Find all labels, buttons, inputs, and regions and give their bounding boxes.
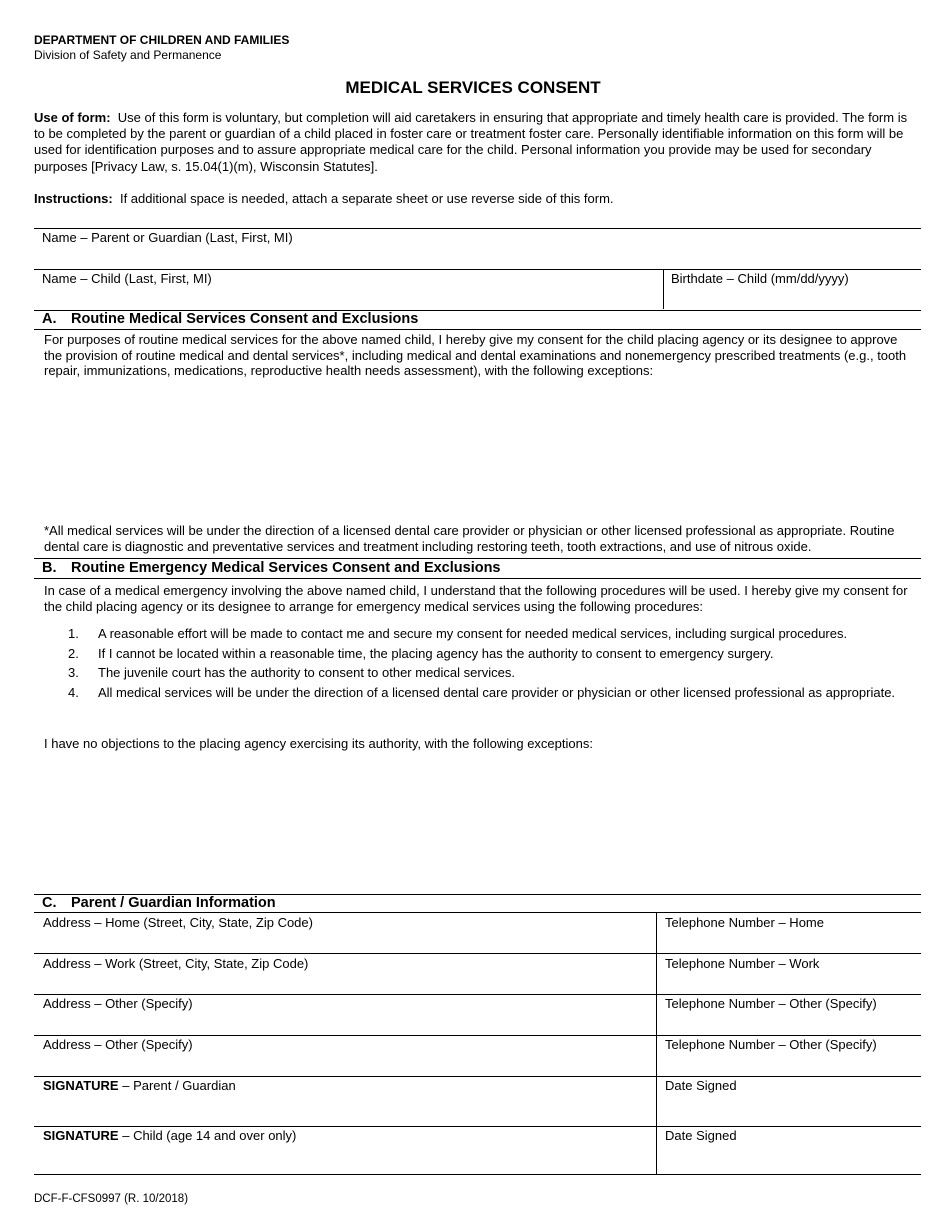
signature-child-label-rest: – Child (age 14 and over only) (118, 1128, 297, 1143)
list-item (44, 646, 904, 662)
divider (34, 228, 921, 229)
telephone-other-field[interactable] (657, 1053, 920, 1074)
list-item-text: If I cannot be located within a reasonable time, the placing agency has the authority to consent to emergency surgery. (98, 645, 774, 661)
date-signed-parent-field[interactable] (657, 1094, 920, 1125)
date-signed-child-field[interactable] (657, 1144, 920, 1173)
use-of-form-paragraph (34, 110, 914, 175)
list-item-number: 4. (68, 684, 79, 700)
address-work-field[interactable] (34, 972, 655, 993)
signature-parent-label-rest: – Parent / Guardian (118, 1078, 236, 1093)
list-item (44, 626, 904, 642)
use-of-form-label: Use of form: (34, 110, 111, 125)
date-signed-child-label: Date Signed (665, 1128, 737, 1143)
divider (34, 994, 921, 995)
telephone-other-field[interactable] (657, 1012, 920, 1033)
telephone-work-field[interactable] (657, 972, 920, 993)
section-b-heading (42, 560, 501, 576)
address-other-field[interactable] (34, 1012, 655, 1033)
list-item-number: 3. (68, 665, 79, 681)
instructions-text: If additional space is needed, attach a separate sheet or use reverse side of this form. (119, 191, 614, 206)
signature-child-label-bold: SIGNATURE (43, 1128, 119, 1143)
procedures-list (44, 626, 904, 704)
section-a-footnote: *All medical services will be under the direction of a licensed dental care provider or physician or other licensed professional as appropriate. Routine dental care is diagnostic and preventative services and treatment including restoring teeth, tooth extractions, and use of nitrous oxide. (44, 523, 895, 554)
division-name: Division of Safety and Permanence (34, 48, 222, 62)
divider (34, 329, 921, 330)
instructions-label: Instructions: (34, 191, 113, 206)
section-b-letter: B. (42, 560, 57, 576)
section-a-text: For purposes of routine medical services for the above named child, I hereby give my consent for the child placing agency or its designee to approve the provision of routine medical and dental services*, including medical and dental examinations and nonemergency prescribed treatments (e.g., tooth repair, immunizations, medications, reproductive health needs assessment), with the following exceptions: (44, 332, 907, 379)
divider (34, 912, 921, 913)
signature-child-field[interactable] (34, 1144, 655, 1173)
address-home-label: Address – Home (Street, City, State, Zip Code) (43, 915, 313, 930)
form-number: DCF-F-CFS0997 (R. 10/2018) (34, 1193, 189, 1205)
list-item-text: All medical services will be under the direction of a licensed dental care provider or physician or other licensed professional as appropriate. (98, 684, 896, 700)
address-other-label: Address – Other (Specify) (43, 1037, 193, 1052)
telephone-home-field[interactable] (657, 931, 920, 952)
address-home-field[interactable] (34, 931, 655, 952)
divider (34, 269, 921, 270)
section-c-heading (42, 895, 276, 911)
child-birthdate-label: Birthdate – Child (mm/dd/yyyy) (671, 271, 849, 286)
list-item (44, 685, 904, 701)
parent-name-label: Name – Parent or Guardian (Last, First, MI) (42, 230, 293, 245)
list-item-number: 2. (68, 645, 79, 661)
section-c-title: Parent / Guardian Information (71, 895, 276, 911)
section-a-exceptions-field[interactable] (34, 384, 921, 518)
signature-parent-field[interactable] (34, 1094, 655, 1125)
divider (34, 953, 921, 954)
date-signed-parent-label: Date Signed (665, 1078, 737, 1093)
section-a-letter: A. (42, 311, 57, 327)
divider (34, 1076, 921, 1077)
telephone-work-label: Telephone Number – Work (665, 956, 820, 971)
child-name-field[interactable] (34, 288, 662, 308)
instructions-paragraph (34, 191, 914, 207)
divider (34, 558, 921, 559)
section-a-title: Routine Medical Services Consent and Exclusions (71, 311, 419, 327)
child-birthdate-field[interactable] (664, 288, 920, 308)
form-title: MEDICAL SERVICES CONSENT (345, 78, 601, 97)
divider (34, 1126, 921, 1127)
telephone-other-label: Telephone Number – Other (Specify) (665, 1037, 877, 1052)
signature-parent-label (43, 1078, 236, 1094)
address-other-field[interactable] (34, 1053, 655, 1074)
section-b-exceptions-field[interactable] (34, 754, 921, 892)
section-b-closing: I have no objections to the placing agency exercising its authority, with the following exceptions: (44, 736, 593, 751)
divider (34, 1174, 921, 1175)
child-name-label: Name – Child (Last, First, MI) (42, 271, 212, 286)
parent-name-field[interactable] (34, 246, 921, 268)
telephone-other-label: Telephone Number – Other (Specify) (665, 996, 877, 1011)
section-c-letter: C. (42, 895, 57, 911)
department-name: DEPARTMENT OF CHILDREN AND FAMILIES (34, 33, 290, 47)
list-item-text: The juvenile court has the authority to consent to other medical services. (98, 665, 515, 681)
list-item-number: 1. (68, 626, 79, 641)
list-item (44, 665, 904, 681)
section-a-heading (42, 311, 418, 327)
divider (34, 578, 921, 579)
use-of-form-text: Use of this form is voluntary, but completion will aid caretakers in ensuring that appropriate and timely health care is provided. The form is to be completed by the parent or guardian of a child placed in foster care or treatment foster care. Personally identifiable information on this form will be used for identification purposes and to assure appropriate medical care for the child. Personal information you provide may be used for secondary purposes [Privacy Law, s. 15.04(1)(m), Wisconsin Statutes]. (34, 110, 908, 174)
address-work-label: Address – Work (Street, City, State, Zip Code) (43, 956, 309, 971)
telephone-home-label: Telephone Number – Home (665, 915, 824, 930)
section-b-text: In case of a medical emergency involving the above named child, I understand that the following procedures will be used. I hereby give my consent for the child placing agency or its designee to arrange for emergency medical services using the following procedures: (44, 583, 908, 614)
signature-parent-label-bold: SIGNATURE (43, 1078, 119, 1093)
section-b-title: Routine Emergency Medical Services Consent and Exclusions (71, 560, 501, 576)
address-other-label: Address – Other (Specify) (43, 996, 193, 1011)
signature-child-label (43, 1128, 296, 1144)
list-item-text: A reasonable effort will be made to contact me and secure my consent for needed medical services, including surgical procedures. (98, 626, 848, 641)
divider (34, 1035, 921, 1036)
